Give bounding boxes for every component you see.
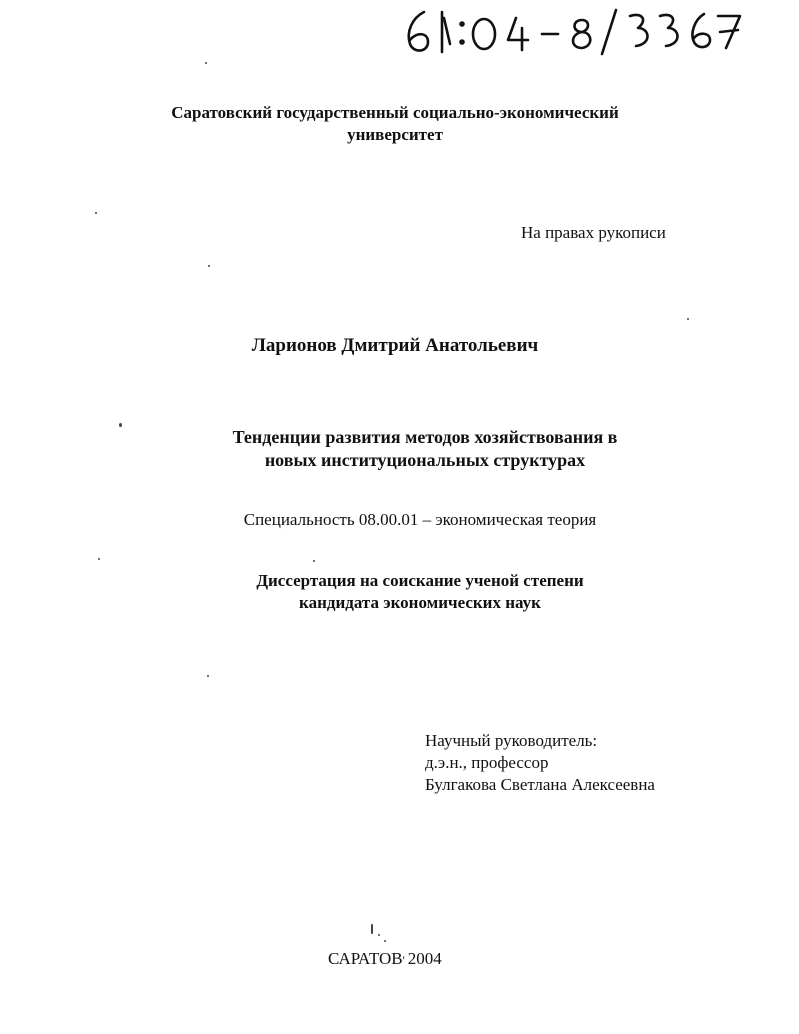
university-line-2: университет [347,125,443,144]
city-name: САРАТОВ [328,949,403,968]
handwritten-number-drawing [398,4,743,56]
scan-speck [371,924,373,934]
author-name: Ларионов Дмитрий Анатольевич [251,335,539,356]
university-line-1: Саратовский государственный социально-экономический [171,103,619,122]
footer-separator: ' [402,953,408,967]
advisor-rank: д.э.н., профессор [425,753,549,772]
scan-speck [313,560,315,562]
scan-speck [208,265,210,267]
advisor-label: Научный руководитель: [425,731,598,750]
degree-line-2: кандидата экономических наук [299,593,541,612]
publication-year: 2004 [407,949,442,968]
degree-line-1: Диссертация на соискание ученой степени [256,571,584,590]
scan-speck [207,675,209,677]
university-name [130,102,660,146]
city-year-footer [328,948,442,971]
scan-speck [205,62,207,64]
scientific-advisor-block [425,730,655,796]
dissertation-title [170,426,680,472]
scan-speck [95,212,97,214]
scan-speck [384,940,386,942]
title-line-1: Тенденции развития методов хозяйствования в [232,427,618,447]
specialty-line: Специальность 08.00.01 – экономическая теория [243,510,597,529]
scan-speck [119,423,122,427]
advisor-name: Булгакова Светлана Алексеевна [425,775,655,794]
scan-speck [687,318,689,320]
scan-speck [378,934,380,936]
degree-statement [170,570,670,614]
manuscript-rights-note: На правах рукописи [521,223,666,242]
handwritten-archive-number [398,4,743,56]
title-line-2: новых институциональных структурах [264,450,586,470]
scan-speck [98,558,100,560]
